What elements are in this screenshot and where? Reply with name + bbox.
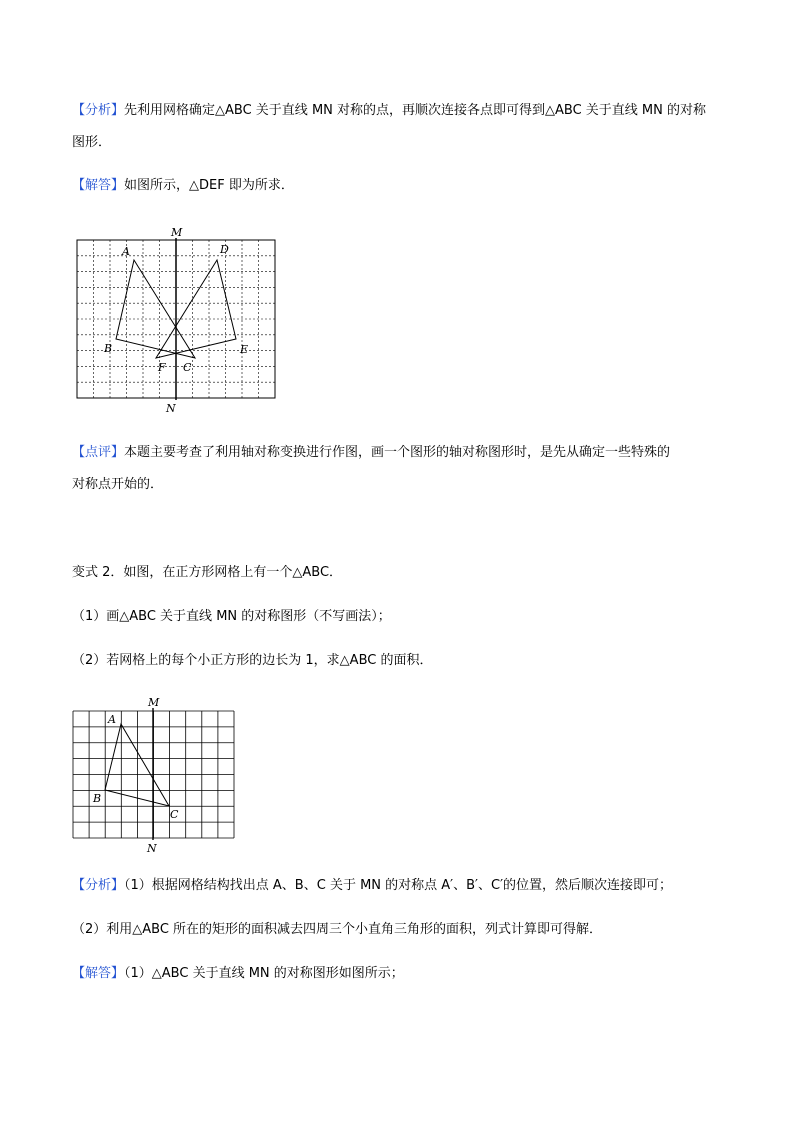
triangle-abc-1 <box>116 260 195 358</box>
answer-text: 如图所示，△DEF 即为所求． <box>124 178 294 193</box>
variant-2-title: 变式 2．如图，在正方形网格上有一个△ABC． <box>72 565 343 580</box>
answer-2-text: （1）△ABC 关于直线 MN 的对称图形如图所示； <box>124 966 404 981</box>
label-A-2: A <box>108 713 116 726</box>
label-B-2: B <box>93 792 102 805</box>
question-2: （2）若网格上的每个小正方形的边长为 1，求△ABC 的面积． <box>72 653 433 668</box>
comment-tag: 【点评】 <box>72 445 125 460</box>
label-A-1: A <box>122 245 130 258</box>
analysis-2-tag: 【分析】 <box>72 878 125 893</box>
label-B-1: B <box>104 342 113 355</box>
label-N-2: N <box>147 842 157 855</box>
question-1: （1）画△ABC 关于直线 MN 的对称图形（不写画法）； <box>72 609 391 624</box>
label-C-1: C <box>183 361 192 374</box>
analysis-2-line-1 <box>72 876 672 896</box>
figure-2 <box>64 694 244 858</box>
comment-line-2: 对称点开始的． <box>72 477 164 492</box>
analysis-1-line-2: 图形． <box>72 135 112 150</box>
answer-tag: 【解答】 <box>72 178 125 193</box>
comment-text: 本题主要考查了利用轴对称变换进行作图，画一个图形的轴对称图形时，是先从确定一些特殊的 <box>124 445 671 460</box>
label-E-1: E <box>240 343 249 356</box>
analysis-text: 先利用网格确定△ABC 关于直线 MN 对称的点，再顺次连接各点即可得到△ABC 关于直线 MN 的对称 <box>124 103 707 118</box>
label-N-1: N <box>166 402 176 415</box>
analysis-tag: 【分析】 <box>72 103 125 118</box>
comment-line-1 <box>72 443 670 463</box>
label-C-2: C <box>170 808 179 821</box>
figure-1 <box>70 222 290 418</box>
analysis-1-line-1 <box>72 101 706 121</box>
answer-2-tag: 【解答】 <box>72 966 125 981</box>
answer-2 <box>72 964 404 984</box>
triangle-def-1 <box>156 260 236 358</box>
answer-1 <box>72 176 294 196</box>
label-F-1: F <box>158 361 166 374</box>
analysis-2-text: （1）根据网格结构找出点 A、B、C 关于 MN 的对称点 A′、B′、C′的位置，然后顺次连接即可； <box>124 878 673 893</box>
label-M-2: M <box>148 696 160 709</box>
label-M-1: M <box>171 226 183 239</box>
label-D-1: D <box>220 243 229 256</box>
analysis-2-line-2: （2）利用△ABC 所在的矩形的面积减去四周三个小直角三角形的面积，列式计算即可得解． <box>72 922 603 937</box>
